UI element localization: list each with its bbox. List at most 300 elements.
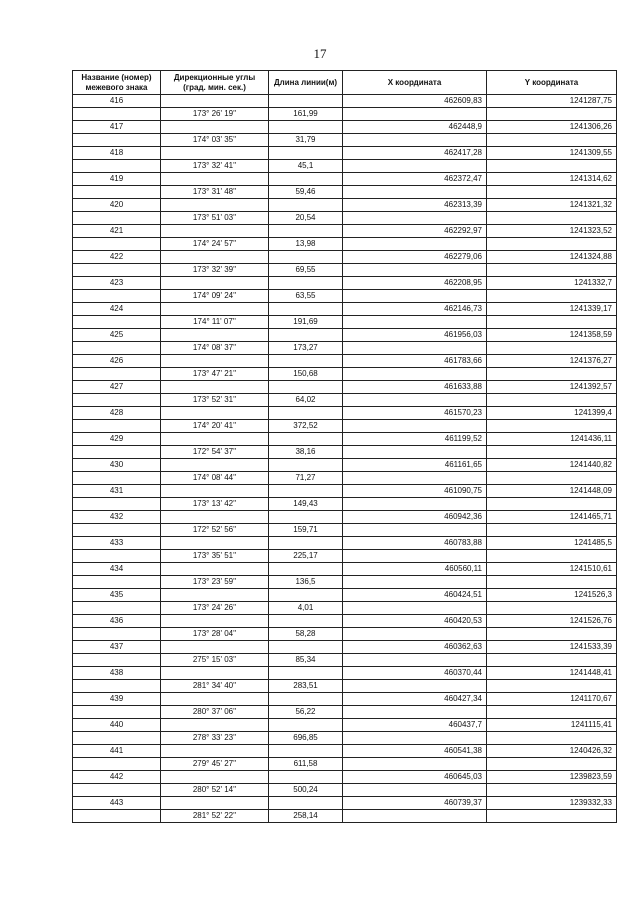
table-row-point (73, 433, 617, 446)
line-length: 283,51 (269, 680, 343, 693)
empty-cell (161, 667, 269, 680)
y-coordinate: 1241526,76 (487, 615, 617, 628)
x-coordinate: 460420,53 (343, 615, 487, 628)
y-coordinate: 1241170,67 (487, 693, 617, 706)
empty-cell (73, 706, 161, 719)
empty-cell (343, 602, 487, 615)
empty-cell (269, 381, 343, 394)
empty-cell (343, 212, 487, 225)
direction-angle: 279° 45' 27'' (161, 758, 269, 771)
mark-number: 441 (73, 745, 161, 758)
empty-cell (161, 641, 269, 654)
table-row-point (73, 589, 617, 602)
table-row-segment (73, 108, 617, 121)
line-length: 20,54 (269, 212, 343, 225)
line-length: 258,14 (269, 810, 343, 823)
empty-cell (161, 537, 269, 550)
table-row-segment (73, 134, 617, 147)
empty-cell (73, 394, 161, 407)
table-row-segment (73, 160, 617, 173)
y-coordinate: 1241399,4 (487, 407, 617, 420)
empty-cell (73, 784, 161, 797)
table-row-segment (73, 342, 617, 355)
empty-cell (161, 303, 269, 316)
y-coordinate: 1241323,52 (487, 225, 617, 238)
table-row-segment (73, 758, 617, 771)
x-coordinate: 460437,7 (343, 719, 487, 732)
table-row-point (73, 329, 617, 342)
table-row-segment (73, 264, 617, 277)
x-coordinate: 460541,38 (343, 745, 487, 758)
table-row-point (73, 251, 617, 264)
table-row-point (73, 641, 617, 654)
empty-cell (269, 121, 343, 134)
direction-angle: 278° 33' 23'' (161, 732, 269, 745)
x-coordinate: 462417,28 (343, 147, 487, 160)
empty-cell (73, 732, 161, 745)
empty-cell (343, 342, 487, 355)
empty-cell (487, 342, 617, 355)
empty-cell (73, 680, 161, 693)
empty-cell (343, 134, 487, 147)
table-row-point (73, 745, 617, 758)
empty-cell (161, 745, 269, 758)
x-coordinate: 460645,03 (343, 771, 487, 784)
empty-cell (161, 381, 269, 394)
line-length: 136,5 (269, 576, 343, 589)
y-coordinate: 1240426,32 (487, 745, 617, 758)
x-coordinate: 460560,11 (343, 563, 487, 576)
line-length: 372,52 (269, 420, 343, 433)
y-coordinate: 1241392,57 (487, 381, 617, 394)
mark-number: 443 (73, 797, 161, 810)
direction-angle: 173° 24' 26'' (161, 602, 269, 615)
table-row-point (73, 277, 617, 290)
x-coordinate: 462372,47 (343, 173, 487, 186)
empty-cell (487, 784, 617, 797)
x-coordinate: 462146,73 (343, 303, 487, 316)
line-length: 45,1 (269, 160, 343, 173)
direction-angle: 280° 52' 14'' (161, 784, 269, 797)
line-length: 64,02 (269, 394, 343, 407)
direction-angle: 173° 32' 39'' (161, 264, 269, 277)
empty-cell (487, 264, 617, 277)
table-row-point (73, 355, 617, 368)
empty-cell (73, 316, 161, 329)
mark-number: 431 (73, 485, 161, 498)
mark-number: 435 (73, 589, 161, 602)
mark-number: 440 (73, 719, 161, 732)
table-row-point (73, 199, 617, 212)
line-length: 4,01 (269, 602, 343, 615)
direction-angle: 173° 35' 51'' (161, 550, 269, 563)
y-coordinate: 1241321,32 (487, 199, 617, 212)
x-coordinate: 461199,52 (343, 433, 487, 446)
mark-number: 417 (73, 121, 161, 134)
empty-cell (269, 537, 343, 550)
direction-angle: 173° 32' 41'' (161, 160, 269, 173)
table-row-point (73, 615, 617, 628)
table-row-segment (73, 368, 617, 381)
table-row-point (73, 459, 617, 472)
mark-number: 416 (73, 95, 161, 108)
empty-cell (343, 576, 487, 589)
empty-cell (161, 563, 269, 576)
empty-cell (161, 459, 269, 472)
line-length: 71,27 (269, 472, 343, 485)
x-coordinate: 462313,39 (343, 199, 487, 212)
empty-cell (269, 199, 343, 212)
y-coordinate: 1241339,17 (487, 303, 617, 316)
table-row-segment (73, 602, 617, 615)
empty-cell (269, 745, 343, 758)
empty-cell (161, 147, 269, 160)
empty-cell (343, 472, 487, 485)
table-row-segment (73, 316, 617, 329)
table-row-segment (73, 550, 617, 563)
mark-number: 430 (73, 459, 161, 472)
mark-number: 442 (73, 771, 161, 784)
empty-cell (343, 394, 487, 407)
table-row-segment (73, 186, 617, 199)
table-row-segment (73, 654, 617, 667)
table-row-point (73, 797, 617, 810)
table-row-point (73, 173, 617, 186)
x-coordinate: 460362,63 (343, 641, 487, 654)
empty-cell (73, 186, 161, 199)
direction-angle: 174° 08' 44'' (161, 472, 269, 485)
table-row-segment (73, 290, 617, 303)
empty-cell (487, 576, 617, 589)
empty-cell (269, 771, 343, 784)
line-length: 159,71 (269, 524, 343, 537)
mark-number: 434 (73, 563, 161, 576)
direction-angle: 172° 54' 37'' (161, 446, 269, 459)
mark-number: 419 (73, 173, 161, 186)
empty-cell (73, 160, 161, 173)
empty-cell (73, 264, 161, 277)
empty-cell (269, 173, 343, 186)
direction-angle: 173° 26' 19'' (161, 108, 269, 121)
empty-cell (343, 290, 487, 303)
empty-cell (161, 173, 269, 186)
header-y: Y координата (487, 71, 617, 95)
empty-cell (73, 342, 161, 355)
mark-number: 423 (73, 277, 161, 290)
empty-cell (161, 199, 269, 212)
y-coordinate: 1241448,41 (487, 667, 617, 680)
empty-cell (487, 680, 617, 693)
empty-cell (487, 602, 617, 615)
empty-cell (161, 433, 269, 446)
header-mark: Название (номер) межевого знака (73, 71, 161, 95)
empty-cell (343, 420, 487, 433)
empty-cell (73, 524, 161, 537)
empty-cell (487, 446, 617, 459)
header-angle: Дирекционные углы (град. мин. сек.) (161, 71, 269, 95)
empty-cell (269, 329, 343, 342)
empty-cell (161, 615, 269, 628)
empty-cell (161, 771, 269, 784)
x-coordinate: 460427,34 (343, 693, 487, 706)
empty-cell (343, 732, 487, 745)
empty-cell (343, 654, 487, 667)
x-coordinate: 462448,9 (343, 121, 487, 134)
empty-cell (487, 420, 617, 433)
y-coordinate: 1241485,5 (487, 537, 617, 550)
empty-cell (269, 563, 343, 576)
empty-cell (161, 485, 269, 498)
direction-angle: 281° 34' 40'' (161, 680, 269, 693)
mark-number: 422 (73, 251, 161, 264)
mark-number: 428 (73, 407, 161, 420)
y-coordinate: 1241358,59 (487, 329, 617, 342)
empty-cell (269, 719, 343, 732)
y-coordinate: 1241324,88 (487, 251, 617, 264)
x-coordinate: 460783,88 (343, 537, 487, 550)
mark-number: 425 (73, 329, 161, 342)
empty-cell (269, 693, 343, 706)
empty-cell (73, 134, 161, 147)
line-length: 500,24 (269, 784, 343, 797)
empty-cell (487, 108, 617, 121)
empty-cell (343, 524, 487, 537)
empty-cell (343, 706, 487, 719)
empty-cell (73, 758, 161, 771)
mark-number: 432 (73, 511, 161, 524)
table-row-segment (73, 498, 617, 511)
direction-angle: 174° 08' 37'' (161, 342, 269, 355)
direction-angle: 173° 13' 42'' (161, 498, 269, 511)
y-coordinate: 1241332,7 (487, 277, 617, 290)
table-row-segment (73, 420, 617, 433)
empty-cell (343, 498, 487, 511)
table-row-segment (73, 628, 617, 641)
table-body (73, 95, 617, 823)
empty-cell (161, 95, 269, 108)
y-coordinate: 1241448,09 (487, 485, 617, 498)
direction-angle: 173° 28' 04'' (161, 628, 269, 641)
direction-angle: 280° 37' 06'' (161, 706, 269, 719)
mark-number: 437 (73, 641, 161, 654)
empty-cell (161, 121, 269, 134)
table-row-segment (73, 394, 617, 407)
mark-number: 424 (73, 303, 161, 316)
empty-cell (269, 303, 343, 316)
x-coordinate: 461956,03 (343, 329, 487, 342)
empty-cell (343, 758, 487, 771)
x-coordinate: 460739,37 (343, 797, 487, 810)
empty-cell (269, 485, 343, 498)
line-length: 58,28 (269, 628, 343, 641)
empty-cell (161, 719, 269, 732)
y-coordinate: 1241287,75 (487, 95, 617, 108)
table-row-point (73, 693, 617, 706)
table-row-point (73, 485, 617, 498)
x-coordinate: 461090,75 (343, 485, 487, 498)
empty-cell (269, 225, 343, 238)
coordinates-table (72, 70, 617, 823)
empty-cell (487, 186, 617, 199)
table-row-segment (73, 472, 617, 485)
empty-cell (161, 511, 269, 524)
direction-angle: 174° 09' 24'' (161, 290, 269, 303)
empty-cell (269, 459, 343, 472)
empty-cell (73, 498, 161, 511)
empty-cell (269, 407, 343, 420)
line-length: 696,85 (269, 732, 343, 745)
x-coordinate: 462279,06 (343, 251, 487, 264)
x-coordinate: 462208,95 (343, 277, 487, 290)
line-length: 31,79 (269, 134, 343, 147)
empty-cell (269, 277, 343, 290)
direction-angle: 281° 52' 22'' (161, 810, 269, 823)
mark-number: 421 (73, 225, 161, 238)
table-row-point (73, 381, 617, 394)
empty-cell (343, 446, 487, 459)
line-length: 150,68 (269, 368, 343, 381)
empty-cell (343, 160, 487, 173)
empty-cell (73, 472, 161, 485)
empty-cell (73, 576, 161, 589)
x-coordinate: 461570,23 (343, 407, 487, 420)
x-coordinate: 460370,44 (343, 667, 487, 680)
y-coordinate: 1241510,61 (487, 563, 617, 576)
x-coordinate: 461161,65 (343, 459, 487, 472)
direction-angle: 275° 15' 03'' (161, 654, 269, 667)
x-coordinate: 461783,66 (343, 355, 487, 368)
empty-cell (343, 186, 487, 199)
empty-cell (269, 797, 343, 810)
header-length: Длина линии(м) (269, 71, 343, 95)
empty-cell (73, 238, 161, 251)
empty-cell (487, 316, 617, 329)
empty-cell (73, 108, 161, 121)
empty-cell (161, 407, 269, 420)
line-length: 69,55 (269, 264, 343, 277)
empty-cell (269, 251, 343, 264)
empty-cell (487, 290, 617, 303)
empty-cell (487, 706, 617, 719)
x-coordinate: 461633,88 (343, 381, 487, 394)
direction-angle: 173° 31' 48'' (161, 186, 269, 199)
line-length: 59,46 (269, 186, 343, 199)
empty-cell (343, 680, 487, 693)
empty-cell (73, 212, 161, 225)
table-header-row (73, 71, 617, 95)
line-length: 225,17 (269, 550, 343, 563)
table-row-segment (73, 576, 617, 589)
table-row-segment (73, 238, 617, 251)
line-length: 161,99 (269, 108, 343, 121)
table-row-point (73, 225, 617, 238)
y-coordinate: 1241533,39 (487, 641, 617, 654)
empty-cell (161, 589, 269, 602)
empty-cell (487, 628, 617, 641)
empty-cell (269, 95, 343, 108)
direction-angle: 174° 24' 57'' (161, 238, 269, 251)
mark-number: 439 (73, 693, 161, 706)
y-coordinate: 1241376,27 (487, 355, 617, 368)
empty-cell (487, 238, 617, 251)
direction-angle: 174° 11' 07'' (161, 316, 269, 329)
line-length: 611,58 (269, 758, 343, 771)
direction-angle: 173° 47' 21'' (161, 368, 269, 381)
mark-number: 429 (73, 433, 161, 446)
table-row-segment (73, 212, 617, 225)
empty-cell (487, 212, 617, 225)
y-coordinate: 1241314,62 (487, 173, 617, 186)
mark-number: 420 (73, 199, 161, 212)
empty-cell (343, 238, 487, 251)
empty-cell (269, 147, 343, 160)
empty-cell (73, 628, 161, 641)
table-row-point (73, 667, 617, 680)
empty-cell (73, 602, 161, 615)
x-coordinate: 460942,36 (343, 511, 487, 524)
y-coordinate: 1241115,41 (487, 719, 617, 732)
direction-angle: 173° 23' 59'' (161, 576, 269, 589)
table-row-segment (73, 732, 617, 745)
table-row-segment (73, 784, 617, 797)
mark-number: 438 (73, 667, 161, 680)
direction-angle: 173° 51' 03'' (161, 212, 269, 225)
direction-angle: 174° 03' 35'' (161, 134, 269, 147)
x-coordinate: 462292,97 (343, 225, 487, 238)
table-row-segment (73, 810, 617, 823)
empty-cell (343, 108, 487, 121)
empty-cell (269, 667, 343, 680)
empty-cell (487, 732, 617, 745)
empty-cell (161, 225, 269, 238)
x-coordinate: 462609,83 (343, 95, 487, 108)
line-length: 85,34 (269, 654, 343, 667)
empty-cell (343, 810, 487, 823)
table-row-segment (73, 446, 617, 459)
empty-cell (269, 511, 343, 524)
empty-cell (487, 524, 617, 537)
empty-cell (161, 355, 269, 368)
direction-angle: 172° 52' 56'' (161, 524, 269, 537)
empty-cell (269, 589, 343, 602)
table-row-point (73, 147, 617, 160)
empty-cell (487, 472, 617, 485)
table-row-point (73, 407, 617, 420)
table-row-segment (73, 706, 617, 719)
empty-cell (487, 654, 617, 667)
line-length: 13,98 (269, 238, 343, 251)
empty-cell (487, 368, 617, 381)
line-length: 56,22 (269, 706, 343, 719)
table-row-point (73, 537, 617, 550)
line-length: 173,27 (269, 342, 343, 355)
line-length: 149,43 (269, 498, 343, 511)
line-length: 38,16 (269, 446, 343, 459)
empty-cell (487, 550, 617, 563)
empty-cell (343, 550, 487, 563)
x-coordinate: 460424,51 (343, 589, 487, 602)
empty-cell (73, 420, 161, 433)
empty-cell (487, 160, 617, 173)
empty-cell (269, 433, 343, 446)
empty-cell (73, 446, 161, 459)
table-row-point (73, 95, 617, 108)
table-row-point (73, 121, 617, 134)
empty-cell (487, 498, 617, 511)
table-row-point (73, 511, 617, 524)
empty-cell (161, 797, 269, 810)
direction-angle: 173° 52' 31'' (161, 394, 269, 407)
